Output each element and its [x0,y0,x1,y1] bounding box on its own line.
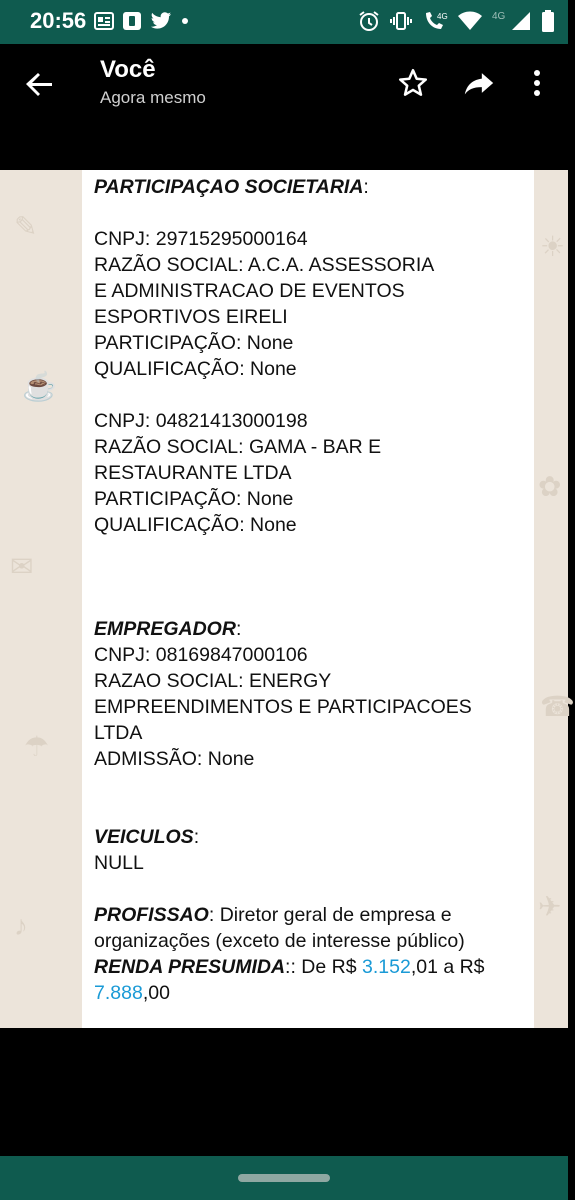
message-bubble[interactable] [82,170,534,1028]
back-arrow-icon[interactable] [22,66,58,102]
company1-qualificacao: QUALIFICAÇÃO: None [94,358,297,380]
vibrate-icon [390,10,412,32]
section-participacao-heading: PARTICIPAÇAO SOCIETARIA: [94,176,369,198]
company2-participacao: PARTICIPAÇÃO: None [94,488,294,510]
status-bar [0,0,568,44]
renda-number-link[interactable]: 3.152 [362,956,411,978]
wallpaper-doodle-icon: ✿ [538,471,562,502]
empregador-razao-line3: LTDA [94,722,143,744]
navigation-bar [0,1156,568,1200]
page-title: Você [100,56,156,83]
profissao-value-line2: organizações (exceto de interesse público) [94,930,465,952]
notification-icons [94,11,190,31]
wallpaper-doodle-icon: ✈ [538,891,562,922]
status-time: 20:56 [30,8,87,33]
wallpaper-doodle-icon: ☕ [22,371,57,402]
company1-razao-line2: E ADMINISTRACAO DE EVENTOS [94,280,405,302]
home-gesture-pill[interactable] [238,1174,330,1182]
company1-razao-line3: ESPORTIVOS EIRELI [94,306,288,328]
page-subtitle: Agora mesmo [100,88,206,107]
system-icons [358,10,554,32]
forward-icon[interactable] [462,66,496,100]
renda-line2: 7.888,00 [94,982,170,1004]
star-icon[interactable] [396,66,430,100]
wallpaper-doodle-icon: ☂ [24,731,50,762]
section-profissao: PROFISSAO: Diretor geral de empresa e [94,904,452,926]
empregador-admissao: ADMISSÃO: None [94,748,255,770]
renda-number-link[interactable]: 7.888 [94,982,143,1004]
wallpaper-doodle-icon: ☎ [540,691,575,722]
empregador-cnpj: CNPJ: 08169847000106 [94,644,308,666]
twitter-icon [150,11,172,31]
empregador-razao-line1: RAZAO SOCIAL: ENERGY [94,670,332,692]
company1-participacao: PARTICIPAÇÃO: None [94,332,294,354]
dot-icon [180,11,190,31]
company1-razao-line1: RAZÃO SOCIAL: A.C.A. ASSESSORIA [94,254,435,276]
empregador-razao-line2: EMPREENDIMENTOS E PARTICIPACOES [94,696,472,718]
company2-razao-line2: RESTAURANTE LTDA [94,462,292,484]
svg-text:4G: 4G [492,11,506,22]
app-icon [122,11,142,31]
company2-cnpj: CNPJ: 04821413000198 [94,410,308,432]
chat-area[interactable] [0,170,575,1028]
app-bar [0,44,568,170]
battery-icon [542,10,554,32]
section-empregador-heading: EMPREGADOR: [94,618,242,640]
wallpaper-doodle-icon: ✎ [14,211,38,242]
section-veiculos-heading: VEICULOS: [94,826,200,848]
alarm-icon [358,10,380,32]
wifi-calling-icon [422,10,448,32]
wifi-icon [458,11,482,31]
wallpaper-doodle-icon: ☀ [540,231,566,262]
more-vert-icon[interactable] [524,66,550,100]
veiculos-value: NULL [94,852,144,874]
wallpaper-doodle-icon: ✉ [10,551,34,582]
signal-icon [492,10,532,32]
svg-text:4G: 4G [437,12,448,21]
section-renda: RENDA PRESUMIDA:: De R$ 3.152,01 a R$ [94,956,485,978]
bottom-area [0,1028,568,1156]
company2-qualificacao: QUALIFICAÇÃO: None [94,514,297,536]
company2-razao-line1: RAZÃO SOCIAL: GAMA - BAR E [94,436,382,458]
company1-cnpj: CNPJ: 29715295000164 [94,228,308,250]
news-icon [94,11,114,31]
wallpaper-doodle-icon: ♪ [14,910,28,941]
